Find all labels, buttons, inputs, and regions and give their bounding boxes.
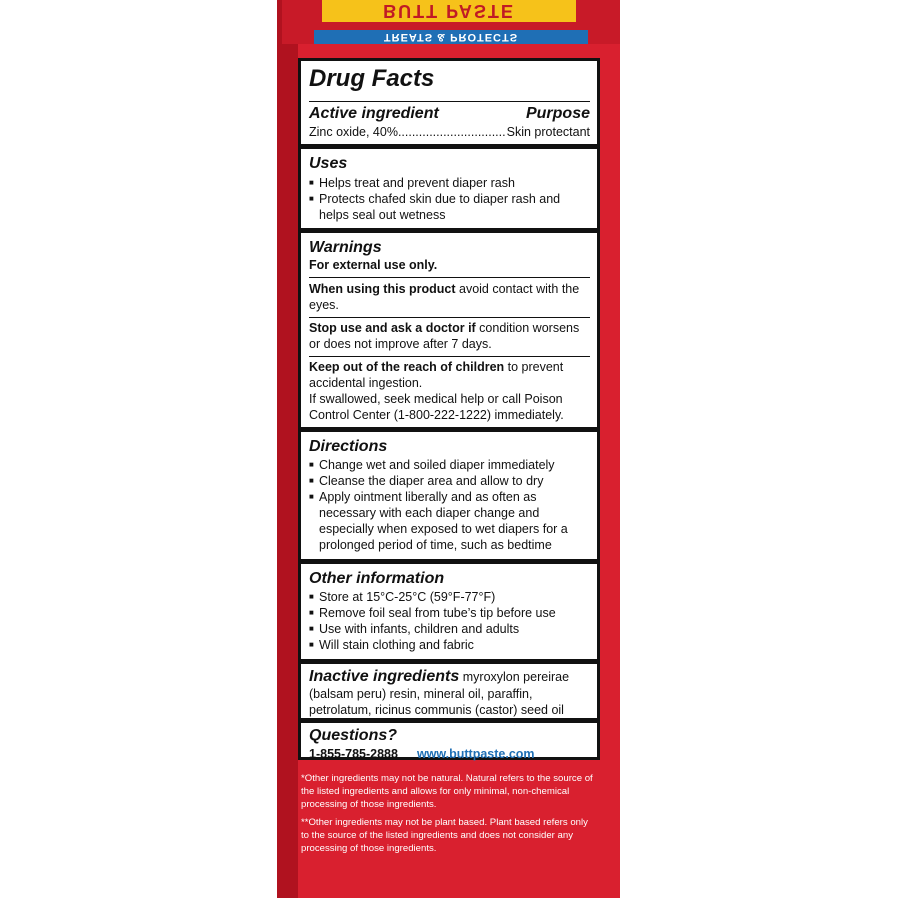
directions-header: Directions xyxy=(309,438,388,455)
section-divider xyxy=(301,427,597,432)
warning-keep-out xyxy=(309,359,590,423)
drug-facts-panel xyxy=(298,58,600,760)
treats-protects-banner: TREATS & PROTECTS xyxy=(314,30,588,44)
divider xyxy=(309,277,590,278)
active-ingredient-purpose: Skin protectant xyxy=(506,125,590,139)
purpose-header: Purpose xyxy=(525,105,590,122)
other-information-item: ■ Remove foil seal from tube’s tip before use xyxy=(309,605,590,621)
footnotes xyxy=(301,772,597,855)
uses-item: ■ Protects chafed skin due to diaper rash and helps seal out wetness xyxy=(309,191,590,223)
inactive-ingredients-header: Inactive ingredients xyxy=(309,668,460,685)
active-ingredient-header: Active ingredient xyxy=(309,105,439,122)
directions-item: ■ Cleanse the diaper area and allow to dry xyxy=(309,473,590,489)
questions-section xyxy=(309,726,590,762)
box-top-flap xyxy=(282,0,620,44)
other-information-section xyxy=(309,569,590,653)
warning-stop-use-label: Stop use and ask a doctor if xyxy=(309,321,476,335)
drug-facts-title: Drug Facts xyxy=(309,65,435,92)
questions-header: Questions? xyxy=(309,727,398,744)
section-divider xyxy=(301,559,597,564)
leader-dots: ............................... xyxy=(397,125,506,139)
drug-facts-title-block xyxy=(309,65,590,93)
uses-header: Uses xyxy=(309,155,348,172)
warning-keep-out-text: to prevent accidental ingestion. xyxy=(309,360,564,390)
warning-when-using-label: When using this product xyxy=(309,282,456,296)
section-divider xyxy=(301,144,597,149)
warning-when-using xyxy=(309,281,590,313)
section-divider xyxy=(301,228,597,233)
inactive-ingredients-section xyxy=(309,667,590,718)
other-information-item: ■ Use with infants, children and adults xyxy=(309,621,590,637)
section-divider xyxy=(301,659,597,664)
divider xyxy=(309,356,590,357)
warning-keep-out-label: Keep out of the reach of children xyxy=(309,360,505,374)
active-ingredient-section xyxy=(309,104,590,140)
other-information-item: ■ Will stain clothing and fabric xyxy=(309,637,590,653)
divider xyxy=(309,101,590,102)
warnings-section xyxy=(309,238,590,273)
divider xyxy=(309,317,590,318)
warning-stop-use xyxy=(309,320,590,352)
footnote-plant-based: **Other ingredients may not be plant based. Plant based refers only to the source of the listed ingredients and does not consider any processing of those ingredients. xyxy=(301,817,588,854)
uses-section xyxy=(309,154,590,223)
section-divider xyxy=(301,718,597,723)
box-side-panel xyxy=(277,0,298,898)
questions-phone: 1-855-785-2888 xyxy=(309,747,398,761)
directions-item: ■ Change wet and soiled diaper immediately xyxy=(309,457,590,473)
warnings-header: Warnings xyxy=(309,239,382,256)
active-ingredient-name: Zinc oxide, 40% xyxy=(309,125,398,139)
warning-stop-use-text: condition worsens or does not improve after 7 days. xyxy=(309,321,580,351)
other-information-header: Other information xyxy=(309,570,445,587)
warning-when-using-text: avoid contact with the eyes. xyxy=(309,282,580,312)
warning-if-swallowed: If swallowed, seek medical help or call Poison Control Center (1-800-222-1222) immediately. xyxy=(309,392,564,422)
inactive-ingredients-list: myroxylon pereirae (balsam peru) resin, mineral oil, paraffin, petrolatum, ricinus communis (castor) seed oil xyxy=(309,670,570,717)
other-information-item: ■ Store at 15°C-25°C (59°F-77°F) xyxy=(309,589,590,605)
website-link[interactable]: www.buttpaste.com xyxy=(416,747,535,761)
warning-external-use: For external use only. xyxy=(309,258,438,272)
directions-item: ■ Apply ointment liberally and as often as necessary with each diaper change and especially when exposed to wet diapers for a prolonged period of time, such as bedtime xyxy=(309,489,590,553)
footnote-natural: *Other ingredients may not be natural. Natural refers to the source of the listed ingredients and allows for only minimal, non-chemical processing of those ingredients. xyxy=(301,773,593,810)
directions-section xyxy=(309,437,590,553)
uses-item: ■ Helps treat and prevent diaper rash xyxy=(309,175,590,191)
brand-logo: BUTT PASTE xyxy=(322,0,576,22)
